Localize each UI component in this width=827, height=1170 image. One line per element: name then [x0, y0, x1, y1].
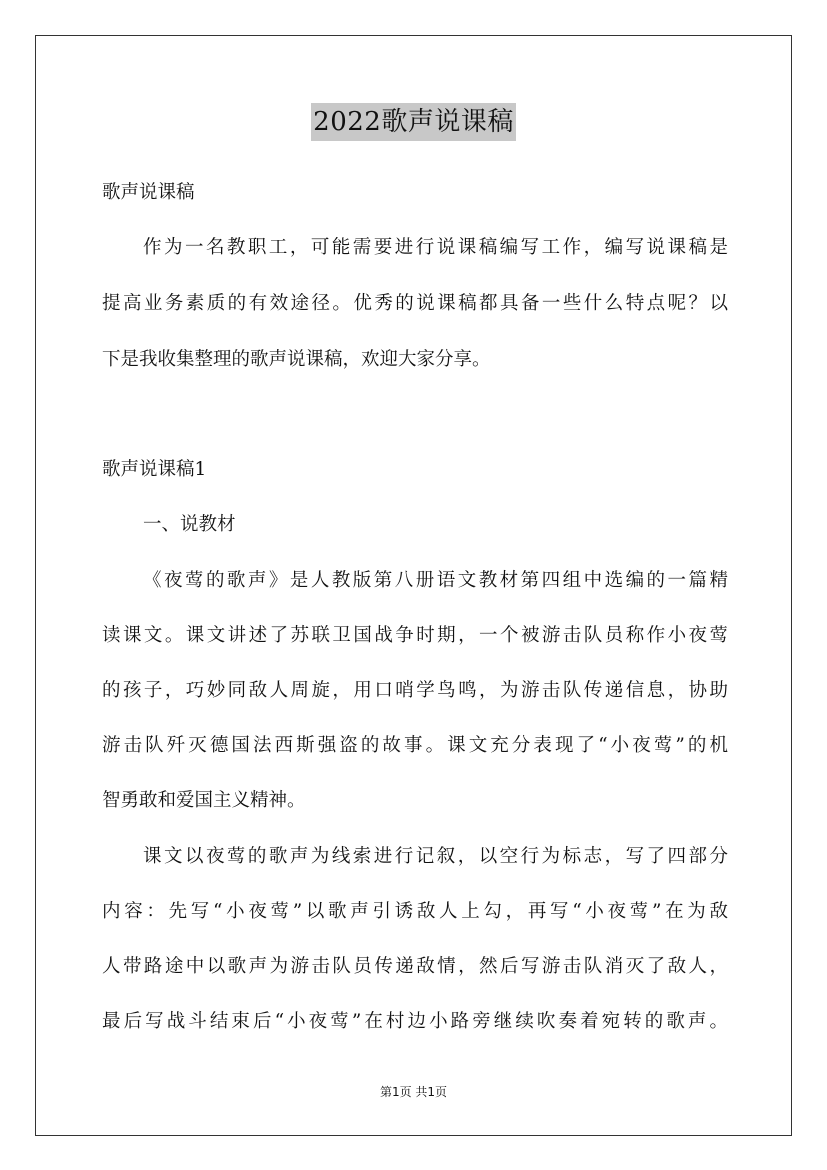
para1-line-1: 《夜莺的歌声》是人教版第八册语文教材第四组中选编的一篇精: [143, 570, 728, 591]
intro-line-3: 下是我收集整理的歌声说课稿，欢迎大家分享。: [102, 349, 491, 370]
sub-heading: 一、说教材: [143, 514, 236, 535]
intro-line-2: 提高业务素质的有效途径。优秀的说课稿都具备一些什么特点呢？以: [102, 293, 728, 314]
para2-line-1: 课文以夜莺的歌声为线索进行记叙，以空行为标志，写了四部分: [143, 846, 728, 867]
document-body: [102, 175, 728, 1040]
para2-line-2: 内容：先写“小夜莺”以歌声引诱敌人上勾，再写“小夜莺”在为敌: [102, 901, 728, 922]
para1-line-3: 的孩子，巧妙同敌人周旋，用口哨学鸟鸣，为游击队传递信息，协助: [102, 680, 728, 701]
subtitle: 歌声说课稿: [102, 182, 195, 203]
section-heading: 歌声说课稿1: [102, 459, 207, 480]
title-container: [0, 103, 827, 141]
para2-line-4: 最后写战斗结束后“小夜莺”在村边小路旁继续吹奏着宛转的歌声。: [102, 1011, 728, 1032]
page-footer: 第1页 共1页: [379, 1085, 448, 1099]
para1-line-2: 读课文。课文讲述了苏联卫国战争时期，一个被游击队员称作小夜莺: [102, 625, 728, 646]
para1-line-5: 智勇敢和爱国主义精神。: [102, 790, 306, 811]
intro-line-1: 作为一名教职工，可能需要进行说课稿编写工作，编写说课稿是: [143, 237, 728, 258]
para2-line-3: 人带路途中以歌声为游击队员传递敌情，然后写游击队消灭了敌人，: [102, 956, 728, 977]
para1-line-4: 游击队歼灭德国法西斯强盗的故事。课文充分表现了“小夜莺”的机: [102, 735, 728, 756]
document-title: 2022歌声说课稿: [311, 103, 516, 141]
